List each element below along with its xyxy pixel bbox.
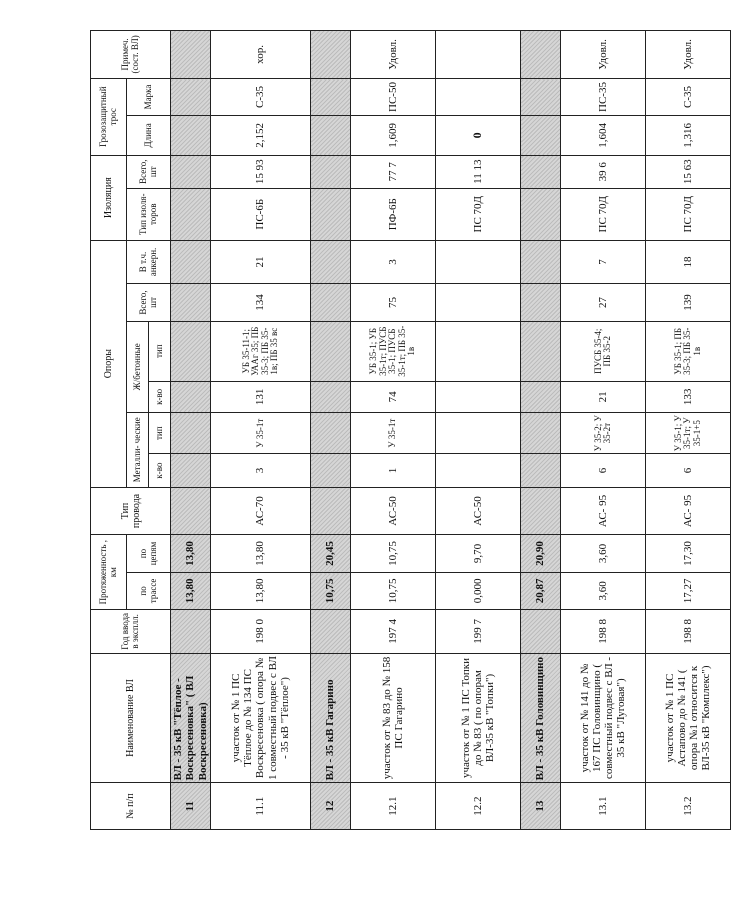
cell-concrete-type: УБ 35-1; УБ 35-1т; ПУСБ 35-1; ПУСБ 35-1т; ПБ 35-1в — [351, 321, 436, 381]
cell-concrete-count — [311, 381, 351, 412]
cell-num: 11 — [171, 783, 211, 830]
table-row — [211, 31, 311, 830]
cell-metal-count — [521, 454, 561, 487]
cell-note — [521, 31, 561, 79]
cell-metal-type — [311, 412, 351, 454]
header-wire: Тип провода — [91, 487, 171, 535]
cell-ins-total: 11 13 — [436, 155, 521, 188]
cell-anchor — [171, 240, 211, 284]
group-row — [171, 31, 211, 830]
cell-anchor: 7 — [561, 240, 646, 284]
cell-total: 134 — [211, 284, 311, 321]
cell-cable-len — [521, 116, 561, 155]
cell-ins-total: 15 63 — [646, 155, 731, 188]
cell-ins-type: ПС 70Д — [561, 188, 646, 240]
cell-metal-type: У 35-1; У 35-1т; У 35-1+5 — [646, 412, 731, 454]
group-row — [521, 31, 561, 830]
table-row — [646, 31, 731, 830]
cell-ins-total — [521, 155, 561, 188]
cell-length-circuit: 20,45 — [311, 535, 351, 572]
cell-length-route: 10,75 — [351, 572, 436, 609]
header-ins-type: Тип изоля- торов — [127, 188, 171, 240]
cell-cable-mark: ПС-35 — [561, 78, 646, 115]
cell-length-route: 10,75 — [311, 572, 351, 609]
table-row — [351, 31, 436, 830]
cell-concrete-type — [171, 321, 211, 381]
cell-anchor — [436, 240, 521, 284]
cell-ins-total: 77 7 — [351, 155, 436, 188]
cell-total — [521, 284, 561, 321]
cell-length-route: 13,80 — [211, 572, 311, 609]
cell-note: хор. — [211, 31, 311, 79]
header-metal: Металли- ческие — [127, 412, 149, 487]
cell-total — [171, 284, 211, 321]
cell-ins-total — [171, 155, 211, 188]
cell-name: ВЛ - 35 кВ "Тёплое - Воскресеновка" ( ВЛ Воскресеновка) — [171, 653, 211, 783]
cell-cable-mark — [521, 78, 561, 115]
cell-cable-mark: С-35 — [646, 78, 731, 115]
cell-length-circuit: 10,75 — [351, 535, 436, 572]
header-cable-len: Длина — [127, 116, 171, 155]
header-concrete-count: к-во — [149, 381, 171, 412]
header-num: № п/п — [91, 783, 171, 830]
cell-concrete-type — [311, 321, 351, 381]
cell-ins-total: 39 6 — [561, 155, 646, 188]
cell-metal-count: 3 — [211, 454, 311, 487]
cell-year — [171, 610, 211, 654]
cell-cable-len: 1,609 — [351, 116, 436, 155]
cell-note: Удовл. — [351, 31, 436, 79]
cell-note: Удовл. — [646, 31, 731, 79]
header-cable: Грозозащитный трос — [91, 78, 127, 155]
cell-length-route: 0,000 — [436, 572, 521, 609]
cell-concrete-type: УБ 35-11-1; УААг 35; ПБ 35-3; ПБ 35-1в; ПБ 35 вс — [211, 321, 311, 381]
rotated-page — [90, 30, 713, 830]
cell-length-route: 3,60 — [561, 572, 646, 609]
cell-ins-type: ПС-6Б — [211, 188, 311, 240]
cell-year: 198 8 — [561, 610, 646, 654]
cell-length-circuit: 20,90 — [521, 535, 561, 572]
cell-ins-type: ПФ-6Б — [351, 188, 436, 240]
cell-num: 13.2 — [646, 783, 731, 830]
cell-year: 199 7 — [436, 610, 521, 654]
cell-metal-type: У 35-2; У 35-2т — [561, 412, 646, 454]
cell-length-circuit: 13,80 — [211, 535, 311, 572]
cell-wire: АС- 95 — [646, 487, 731, 535]
header-anchor: В т.ч. анкерн. — [127, 240, 171, 284]
header-length-circuit: по цепям — [127, 535, 171, 572]
cell-wire: АС- 95 — [561, 487, 646, 535]
cell-total — [311, 284, 351, 321]
table-row — [436, 31, 521, 830]
header-ins-total: Всего, шт — [127, 155, 171, 188]
cell-total: 75 — [351, 284, 436, 321]
cell-concrete-type: УБ 35-1; ПБ 35-3; ПБ 35-1в — [646, 321, 731, 381]
cell-cable-mark: ПС-50 — [351, 78, 436, 115]
cell-metal-type: У 35-1т — [211, 412, 311, 454]
cell-year — [311, 610, 351, 654]
cell-concrete-type — [436, 321, 521, 381]
cell-length-circuit: 9,70 — [436, 535, 521, 572]
cell-anchor: 18 — [646, 240, 731, 284]
header-concrete: Ж/бетонные — [127, 321, 149, 412]
cell-year: 198 0 — [211, 610, 311, 654]
cell-wire — [171, 487, 211, 535]
cell-ins-type — [311, 188, 351, 240]
cell-concrete-count: 21 — [561, 381, 646, 412]
cell-year — [521, 610, 561, 654]
cell-name: ВЛ - 35 кВ Головинщино — [521, 653, 561, 783]
cell-num: 13.1 — [561, 783, 646, 830]
cell-cable-len: 1,316 — [646, 116, 731, 155]
cell-note — [171, 31, 211, 79]
cell-concrete-count — [171, 381, 211, 412]
cell-anchor — [311, 240, 351, 284]
cell-metal-count — [436, 454, 521, 487]
header-total: Всего, шт — [127, 284, 171, 321]
cell-cable-len: 1,604 — [561, 116, 646, 155]
header-note: Примеч. (сост. ВЛ) — [91, 31, 171, 79]
cell-num: 11.1 — [211, 783, 311, 830]
cell-anchor: 3 — [351, 240, 436, 284]
cell-concrete-count — [436, 381, 521, 412]
cell-metal-count — [311, 454, 351, 487]
cell-cable-mark — [311, 78, 351, 115]
cell-cable-mark — [171, 78, 211, 115]
cell-concrete-count — [521, 381, 561, 412]
cell-anchor — [521, 240, 561, 284]
cell-year: 197 4 — [351, 610, 436, 654]
cell-cable-mark: С-35 — [211, 78, 311, 115]
cell-concrete-type: ПУСБ 35-4; ПБ 35-2 — [561, 321, 646, 381]
cell-length-circuit: 13,80 — [171, 535, 211, 572]
cell-name: участок от № 141 до № 167 ПС Головинщино ( совместный подвес с ВЛ - 35 кВ "Луговая") — [561, 653, 646, 783]
cell-num: 12.2 — [436, 783, 521, 830]
cell-metal-type — [436, 412, 521, 454]
cell-metal-count: 6 — [561, 454, 646, 487]
cell-num: 13 — [521, 783, 561, 830]
cell-name: участок от № 1 ПС Астапово до № 141 ( опора №1 относится к ВЛ-35 кВ "Комплекс") — [646, 653, 731, 783]
cell-num: 12 — [311, 783, 351, 830]
group-row — [311, 31, 351, 830]
cell-cable-len: 0 — [436, 116, 521, 155]
cell-length-route: 13,80 — [171, 572, 211, 609]
cell-ins-type — [171, 188, 211, 240]
cell-num: 12.1 — [351, 783, 436, 830]
cell-ins-total: 15 93 — [211, 155, 311, 188]
header-length: Протяженность , км — [91, 535, 127, 610]
header-supports: Опоры — [91, 240, 127, 487]
header-length-route: по трассе — [127, 572, 171, 609]
header-metal-type: тип — [149, 412, 171, 454]
cell-metal-count — [171, 454, 211, 487]
header-cable-mark: Марка — [127, 78, 171, 115]
power-lines-table — [90, 30, 731, 830]
cell-name: участок от № 83 до № 158 ПС Гагарино — [351, 653, 436, 783]
cell-wire: АС-50 — [351, 487, 436, 535]
header-metal-count: к-во — [149, 454, 171, 487]
cell-metal-type — [171, 412, 211, 454]
cell-metal-count: 6 — [646, 454, 731, 487]
cell-year: 198 8 — [646, 610, 731, 654]
table-row — [561, 31, 646, 830]
cell-ins-total — [311, 155, 351, 188]
table-body — [171, 31, 731, 830]
header-concrete-type: тип — [149, 321, 171, 381]
header-year: Год ввода в эксплл. — [91, 610, 171, 654]
cell-ins-type: ПС 70Д — [646, 188, 731, 240]
cell-note — [311, 31, 351, 79]
cell-name: участок от № 1 ПС Тёплое до № 134 ПС Воскресеновка ( опора № 1 совместный подвес с ВЛ - 35 кВ "Тёплое") — [211, 653, 311, 783]
header-insulation: Изоляция — [91, 155, 127, 240]
cell-cable-len — [311, 116, 351, 155]
cell-metal-count: 1 — [351, 454, 436, 487]
header-name: Наименование ВЛ — [91, 653, 171, 783]
cell-concrete-count: 74 — [351, 381, 436, 412]
cell-ins-type: ПС 70Д — [436, 188, 521, 240]
cell-total — [436, 284, 521, 321]
cell-length-route: 20,87 — [521, 572, 561, 609]
cell-name: ВЛ - 35 кВ Гагарино — [311, 653, 351, 783]
cell-cable-mark — [436, 78, 521, 115]
cell-length-route: 17,27 — [646, 572, 731, 609]
cell-name: участок от № 1 ПС Топки до № 83 ( по опорам ВЛ-35 кВ "Топки") — [436, 653, 521, 783]
cell-length-circuit: 17,30 — [646, 535, 731, 572]
cell-metal-type: У 35-1т — [351, 412, 436, 454]
cell-wire — [311, 487, 351, 535]
cell-wire — [521, 487, 561, 535]
cell-anchor: 21 — [211, 240, 311, 284]
cell-concrete-count: 131 — [211, 381, 311, 412]
cell-cable-len: 2,152 — [211, 116, 311, 155]
cell-concrete-count: 133 — [646, 381, 731, 412]
cell-cable-len — [171, 116, 211, 155]
cell-note — [436, 31, 521, 79]
cell-total: 139 — [646, 284, 731, 321]
cell-concrete-type — [521, 321, 561, 381]
cell-wire: АС-50 — [436, 487, 521, 535]
cell-length-circuit: 3,60 — [561, 535, 646, 572]
cell-wire: АС-70 — [211, 487, 311, 535]
cell-note: Удовл. — [561, 31, 646, 79]
cell-total: 27 — [561, 284, 646, 321]
cell-ins-type — [521, 188, 561, 240]
cell-metal-type — [521, 412, 561, 454]
